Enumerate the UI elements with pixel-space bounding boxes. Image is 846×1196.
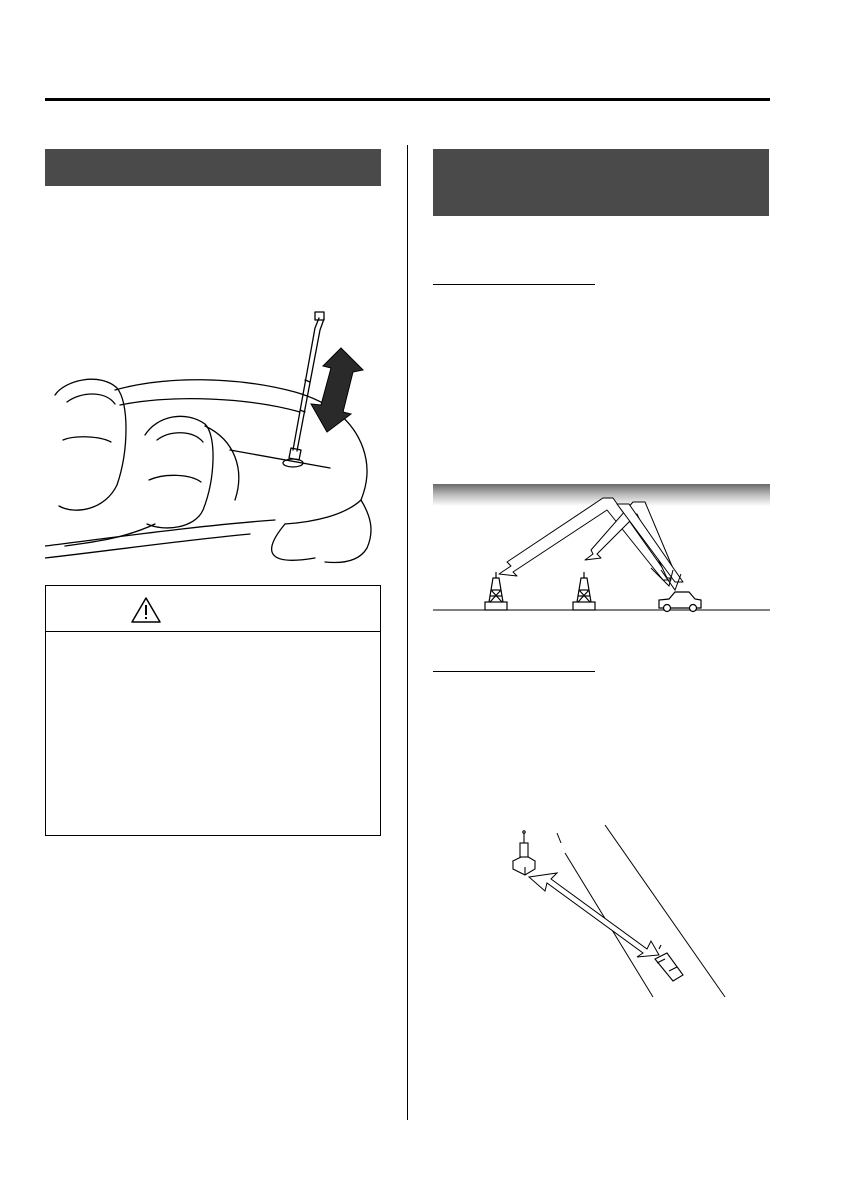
warning-body-text bbox=[46, 632, 380, 656]
header-rule bbox=[45, 98, 770, 101]
section-1-heading-underline bbox=[433, 284, 595, 285]
warning-box bbox=[45, 585, 381, 836]
column-divider bbox=[407, 145, 408, 1120]
left-section-heading-bar bbox=[45, 149, 381, 186]
warning-triangle-icon bbox=[130, 596, 162, 624]
section-2-heading-underline bbox=[433, 671, 595, 672]
right-section-heading-bar bbox=[433, 149, 769, 216]
warning-header bbox=[46, 586, 380, 632]
radio-reflection-icon bbox=[433, 482, 770, 614]
telescopic-antenna-icon bbox=[45, 310, 385, 565]
direct-wave-icon bbox=[495, 825, 735, 1005]
